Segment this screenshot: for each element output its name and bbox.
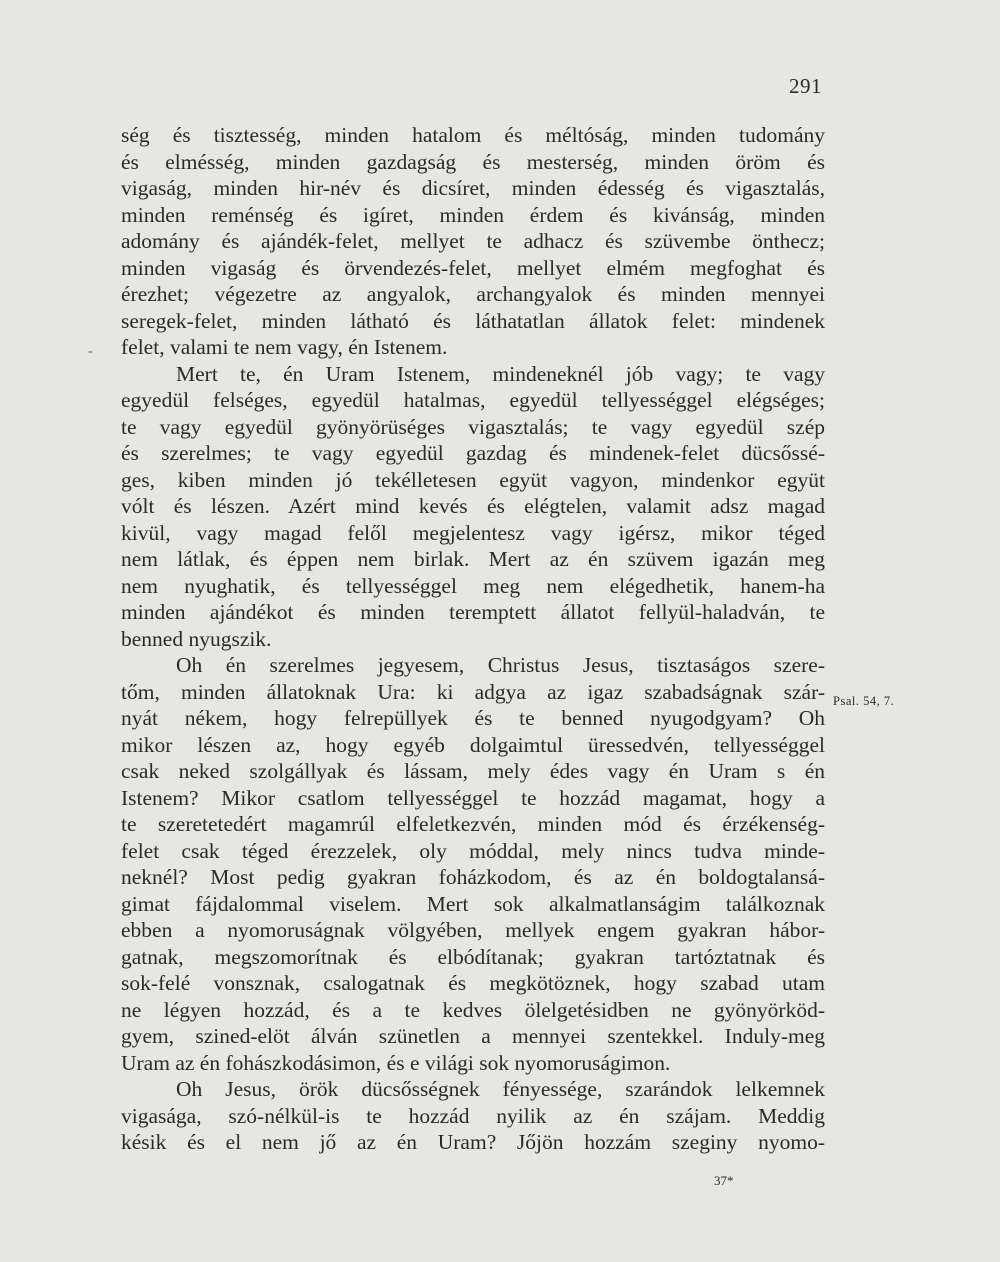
text-line: és szerelmes; te vagy egyedül gazdag és mindenek-felet dücsőssé-	[121, 441, 825, 465]
text-line: vigasága, szó-nélkül-is te hozzád nyilik az én szájam. Meddig	[121, 1103, 825, 1128]
text-line: neknél? Most pedig gyakran foházkodom, és az én boldogtalansá-	[121, 865, 825, 889]
text-line: sok-felé vonsznak, csalogatnak és megkötöznek, hogy szabad utam	[121, 971, 825, 995]
text-line: Oh én szerelmes jegyesem, Christus Jesus, tisztaságos szere-	[176, 653, 825, 677]
text-line: gyem, szined-elöt álván szünetlen a mennyei szentekkel. Induly-meg	[121, 1024, 825, 1048]
text-line: benned nyugszik.	[121, 626, 272, 651]
text-line: ség és tisztesség, minden hatalom és méltóság, minden tudomány	[121, 123, 825, 147]
text-line: vigaság, minden hir-név és dicsíret, minden édesség és vigasztalás,	[121, 176, 825, 200]
page-number: 291	[789, 74, 822, 98]
text-line: tőm, minden állatoknak Ura: ki adgya az igaz szabadságnak szár-	[121, 679, 825, 704]
text-line: késik és el nem jő az én Uram? Jőjön hozzám szeginy nyomo-	[121, 1130, 825, 1154]
text-line: Istenem? Mikor csatlom tellyességgel te hozzád magamat, hogy a	[121, 785, 825, 810]
text-line: egyedül felséges, egyedül hatalmas, egyedül tellyességgel elégséges;	[121, 388, 825, 412]
text-line: gimat fájdalommal viselem. Mert sok alkalmatlanságim találkoznak	[121, 891, 825, 916]
text-line: érezhet; végezetre az angyalok, archangyalok és minden mennyei	[121, 282, 825, 306]
text-line: minden ajándékot és minden teremptett állatot fellyül-haladván, te	[121, 600, 825, 624]
text-line: te vagy egyedül gyönyörüséges vigasztalás; te vagy egyedül szép	[121, 414, 825, 439]
text-line: gatnak, megszomorítnak és elbódítanak; gyakran tartóztatnak és	[121, 944, 825, 969]
text-line: mikor lészen az, hogy egyéb dolgaimtul üressedvén, tellyességgel	[121, 732, 825, 757]
text-line: vólt és lészen. Azért mind kevés és elégtelen, valamit adsz magad	[121, 494, 825, 518]
text-line: minden vigaság és örvendezés-felet, mellyet elmém megfoghat és	[121, 255, 825, 280]
text-line: nem látlak, és éppen nem birlak. Mert az én szüvem igazán meg	[121, 547, 825, 571]
signature-mark: 37*	[714, 1173, 734, 1188]
text-line: Uram az én fohászkodásimon, és e világi sok nyomoruságimon.	[121, 1050, 671, 1075]
text-line: Oh Jesus, örök dücsősségnek fényessége, szarándok lelkemnek	[176, 1077, 825, 1101]
text-line: minden reménség és igíret, minden érdem és kivánság, minden	[121, 202, 825, 227]
body-text	[121, 122, 825, 1156]
text-line: Mert te, én Uram Istenem, mindeneknél jób vagy; te vagy	[176, 361, 825, 386]
text-line: nem nyughatik, és tellyességgel meg nem elégedhetik, hanem-ha	[121, 573, 825, 598]
text-line: adomány és ajándék-felet, mellyet te adhacz és szüvembe önthecz;	[121, 229, 825, 253]
text-line: ges, kiben minden jó tekélletesen együt vagyon, mindenkor együt	[121, 467, 825, 492]
margin-note: Psal. 54, 7.	[833, 694, 895, 708]
text-line: és elmésség, minden gazdagság és mesterség, minden öröm és	[121, 149, 825, 174]
text-line: seregek-felet, minden látható és láthatatlan állatok felet: mindenek	[121, 308, 825, 333]
stray-mark: -	[88, 344, 93, 359]
text-line: felet csak téged érezzelek, oly móddal, mely nincs tudva minde-	[121, 838, 825, 863]
text-line: kivül, vagy magad felől megjelentesz vagy igérsz, mikor téged	[121, 520, 825, 545]
text-line: csak neked szolgállyak és lássam, mely édes vagy én Uram s én	[121, 759, 825, 783]
text-line: ne légyen hozzád, és a te kedves ölelgetésidben ne gyönyörköd-	[121, 997, 825, 1022]
text-line: felet, valami te nem vagy, én Istenem.	[121, 335, 448, 359]
text-line: ebben a nyomoruságnak völgyében, mellyek engem gyakran hábor-	[121, 918, 825, 942]
text-line: nyát nékem, hogy felrepüllyek és te benned nyugodgyam? Oh	[121, 706, 825, 730]
text-line: te szeretetedért magamrúl elfeletkezvén, minden mód és érzékenség-	[121, 812, 825, 836]
